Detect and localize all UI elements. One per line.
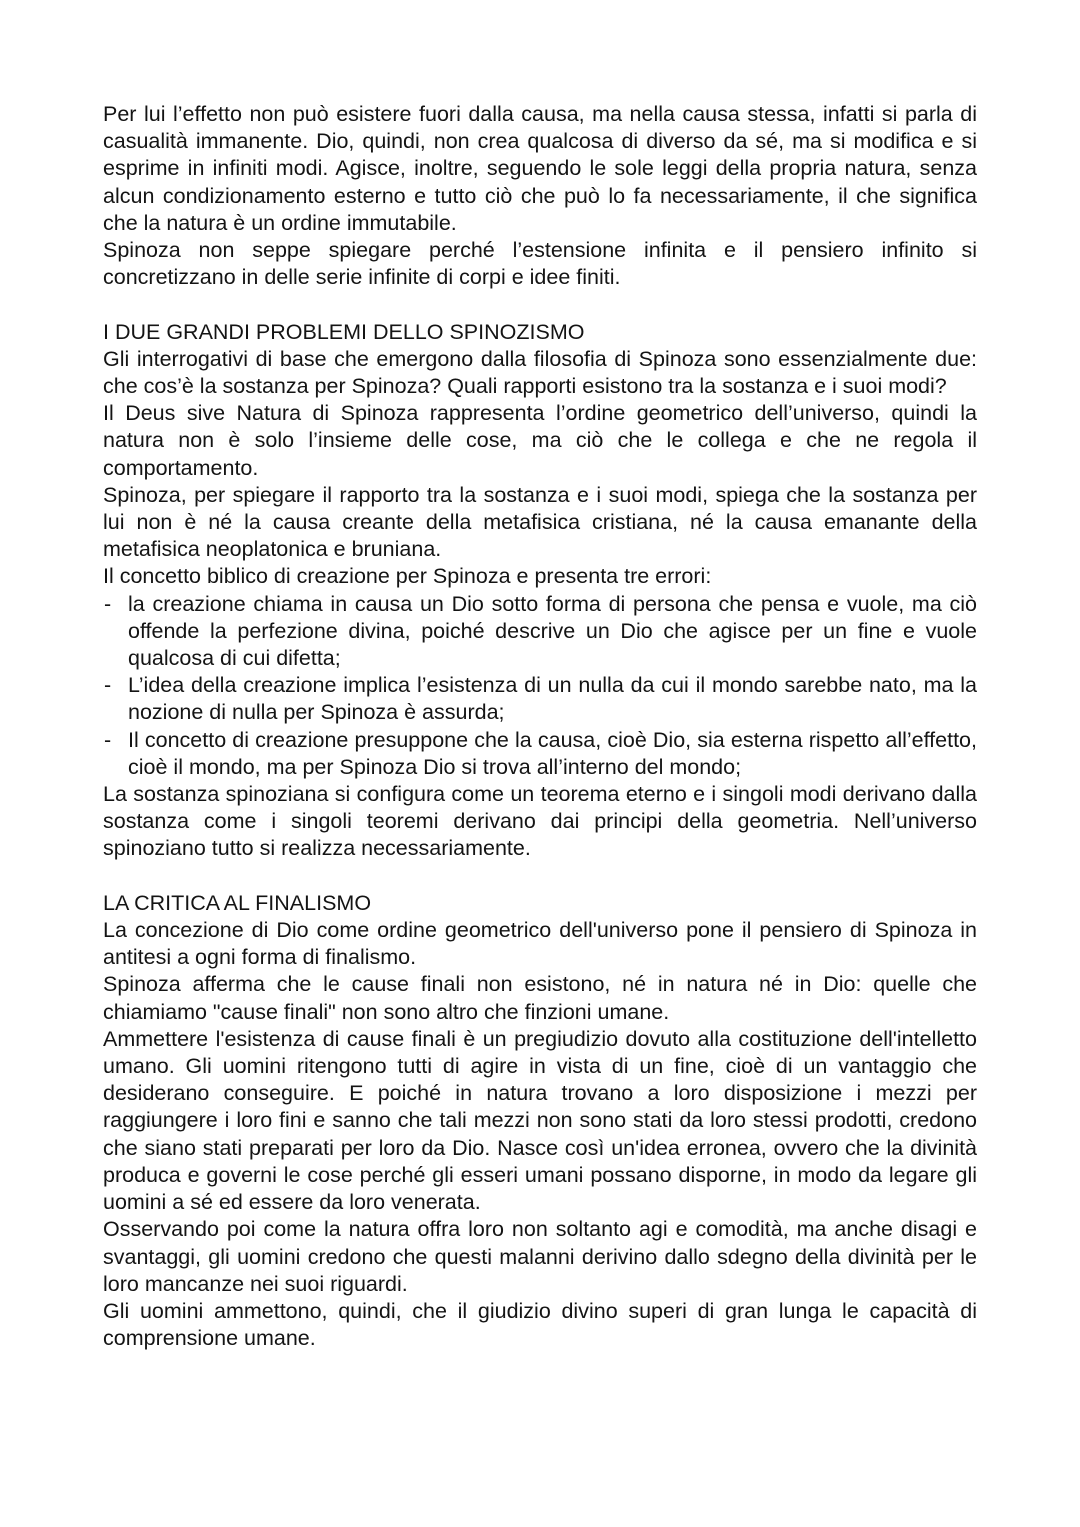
section-heading-finalism: LA CRITICA AL FINALISMO	[103, 890, 372, 915]
problems-paragraph-5: La sostanza spinoziana si configura come un teorema eterno e i singoli modi derivano dalla sostanza come i singoli teoremi derivano dai principi della geometria. Nell’universo spinoziano tutto si realizza necessariamente.	[103, 782, 977, 861]
finalism-paragraph-3: Ammettere l'esistenza di cause finali è un pregiudizio dovuto alla costituzione dell'intelletto umano. Gli uomini ritengono tutti di agire in vista di un fine, cioè di un vantaggio che desiderano conseguire. E poiché in natura trovano a loro disposizione i mezzi per raggiungere i loro fini e sanno che tali mezzi non sono stati da loro stessi prodotti, credono che siano stati preparati per loro da Dio. Nasce così un'idea erronea, ovvero che la divinità produca e governi le cose perché gli esseri umani possano disporne, in modo da legare gli uomini a sé ed essere da loro venerata.	[103, 1026, 977, 1215]
creation-errors-list	[103, 591, 977, 781]
finalism-paragraph-4: Osservando poi come la natura offra loro non soltanto agi e comodità, ma anche disagi e svantaggi, gli uomini credono che questi malanni derivino dallo sdegno della divinità per le loro mancanze nei suoi riguardi.	[103, 1217, 977, 1296]
problems-paragraph-2: Il Deus sive Natura di Spinoza rappresenta l’ordine geometrico dell’universo, quindi la natura non è solo l’insieme delle cose, ma ciò che le collega e che ne regola il comportamento.	[103, 401, 977, 480]
intro-paragraph-1: Per lui l’effetto non può esistere fuori dalla causa, ma nella causa stessa, infatti si parla di casualità immanente. Dio, quindi, non crea qualcosa di diverso da sé, ma si modifica e si esprime in infiniti modi. Agisce, inoltre, seguendo le sole leggi della propria natura, senza alcun condizionamento esterno e tutto ciò che può lo fa necessariamente, il che significa che la natura è un ordine immutabile.	[103, 102, 977, 235]
section-spacer	[103, 291, 977, 318]
section-heading-problems: I DUE GRANDI PROBLEMI DELLO SPINOZISMO	[103, 319, 585, 344]
finalism-paragraph-5: Gli uomini ammettono, quindi, che il giudizio divino superi di gran lunga le capacità di comprensione umane.	[103, 1298, 977, 1351]
problems-paragraph-4: Il concetto biblico di creazione per Spinoza e presenta tre errori:	[103, 564, 712, 589]
problems-paragraph-1: Gli interrogativi di base che emergono dalla filosofia di Spinoza sono essenzialmente due: che cos’è la sostanza per Spinoza? Quali rapporti esistono tra la sostanza e i suoi modi?	[103, 346, 977, 399]
list-item: - la creazione chiama in causa un Dio sotto forma di persona che pensa e vuole, ma ciò offende la perfezione divina, poiché descrive un Dio che agisce per un fine e vuole qualcosa di cui difetta;	[103, 591, 977, 673]
finalism-paragraph-2: Spinoza afferma che le cause finali non esistono, né in natura né in Dio: quelle che chiamiamo "cause finali" non sono altro che finzioni umane.	[103, 972, 977, 1024]
list-item: - Il concetto di creazione presuppone che la causa, cioè Dio, sia esterna rispetto all’effetto, cioè il mondo, ma per Spinoza Dio si trova all’interno del mondo;	[103, 727, 977, 781]
intro-paragraph-2: Spinoza non seppe spiegare perché l’estensione infinita e il pensiero infinito si concretizzano in delle serie infinite di corpi e idee finiti.	[103, 238, 977, 290]
finalism-paragraph-1: La concezione di Dio come ordine geometrico dell'universo pone il pensiero di Spinoza in antitesi a ogni forma di finalismo.	[103, 918, 977, 970]
section-spacer	[103, 863, 977, 890]
problems-paragraph-3: Spinoza, per spiegare il rapporto tra la sostanza e i suoi modi, spiega che la sostanza per lui non è né la causa creante della metafisica cristiana, né la causa emanante della metafisica neoplatonica e bruniana.	[103, 482, 977, 562]
document-page	[103, 101, 977, 1352]
list-item: - L’idea della creazione implica l’esistenza di un nulla da cui il mondo sarebbe nato, ma la nozione di nulla per Spinoza è assurda;	[103, 672, 977, 726]
